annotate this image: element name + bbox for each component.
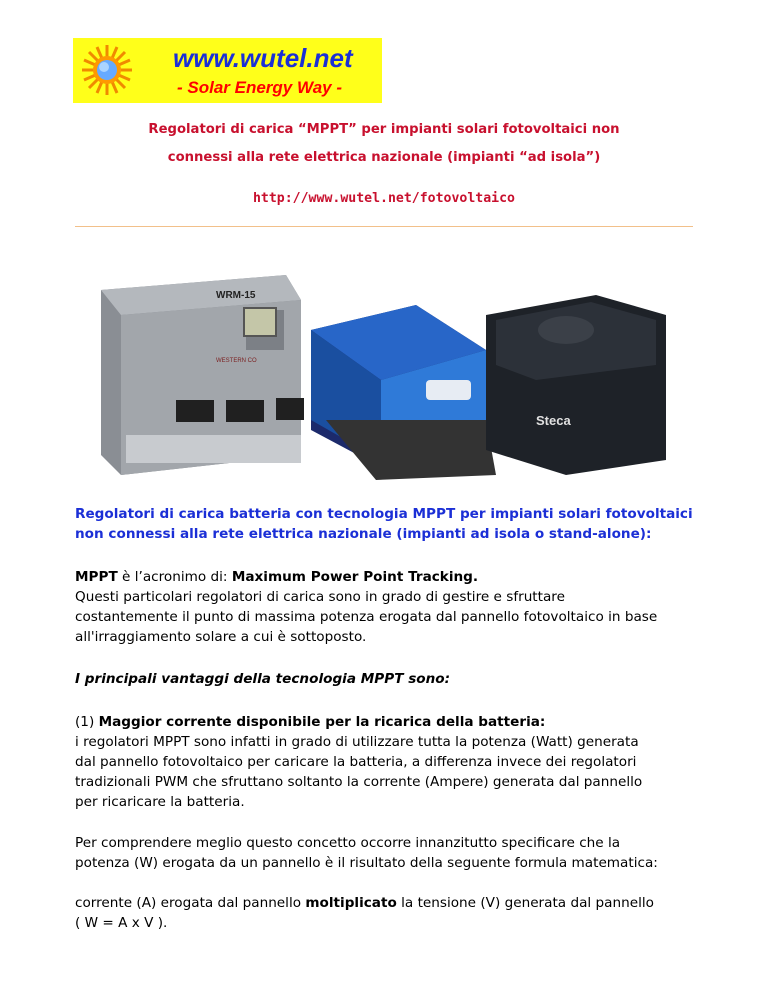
formula-post: la tensione (V) generata dal pannello	[396, 895, 654, 911]
point1-line3: dal pannello fotovoltaico per caricare la batteria, a differenza invece dei regolatori	[75, 754, 637, 770]
header-divider	[75, 226, 693, 227]
concept-paragraph	[75, 833, 695, 873]
source-url-link[interactable]: http://www.wutel.net/fotovoltaico	[252, 191, 515, 206]
site-logo[interactable]	[73, 38, 382, 103]
point1-line5: per ricaricare la batteria.	[75, 794, 245, 810]
point1-line2: i regolatori MPPT sono infatti in grado di utilizzare tutta la potenza (Watt) generata	[75, 734, 639, 750]
point1-line4: tradizionali PWM che sfruttano soltanto la corrente (Ampere) generata dal pannello	[75, 774, 643, 790]
formula-bold: moltiplicato	[305, 895, 397, 911]
formula-pre: corrente (A) erogata dal pannello	[75, 895, 306, 911]
formula-paragraph	[75, 893, 695, 933]
concept-line2: potenza (W) erogata da un pannello è il risultato della seguente formula matematica:	[75, 855, 658, 871]
mppt-is-text: è l’acronimo di:	[117, 569, 232, 585]
intro-line1: Regolatori di carica batteria con tecnologia MPPT per impianti solari fotovoltaici	[75, 506, 693, 522]
advantages-heading: I principali vantaggi della tecnologia MPPT sono:	[75, 671, 451, 687]
sun-icon	[81, 44, 133, 96]
concept-line1: Per comprendere meglio questo concetto occorre innanzitutto specificare che la	[75, 835, 621, 851]
mppt-term: MPPT	[75, 569, 118, 585]
logo-tagline: - Solar Energy Way -	[177, 78, 343, 97]
intro-line2: non connessi alla rete elettrica nazionale (impianti ad isola o stand-alone):	[75, 526, 652, 542]
logo-site-name: www.wutel.net	[173, 43, 353, 73]
point-1	[75, 712, 695, 812]
page-title-line1: Regolatori di carica “MPPT” per impianti solari fotovoltaici non	[148, 122, 620, 137]
intro-paragraph	[75, 504, 695, 544]
point1-number: (1)	[75, 714, 99, 730]
device3-brand-label: Steca	[536, 413, 571, 428]
device-blue	[311, 305, 496, 480]
page-title-line2: connessi alla rete elettrica nazionale (impianti “ad isola”)	[167, 150, 601, 165]
device1-brand-label: WESTERN CO	[216, 358, 257, 364]
device1-model-label: WRM-15	[216, 290, 256, 301]
mppt-line4: all'irraggiamento solare a cui è sottoposto.	[75, 629, 367, 645]
mppt-definition	[75, 567, 695, 647]
formula-expression: ( W = A x V ).	[75, 915, 168, 931]
device-steca	[486, 295, 666, 475]
mppt-line2: Questi particolari regolatori di carica sono in grado di gestire e sfruttare	[75, 589, 565, 605]
device-wrm15	[101, 275, 304, 475]
mppt-line3: costantemente il punto di massima potenza erogata dal pannello fotovoltaico in base	[75, 609, 658, 625]
product-photo	[96, 270, 681, 485]
mppt-expansion: Maximum Power Point Tracking.	[231, 569, 479, 585]
point1-title: Maggior corrente disponibile per la ricarica della batteria:	[98, 714, 546, 730]
